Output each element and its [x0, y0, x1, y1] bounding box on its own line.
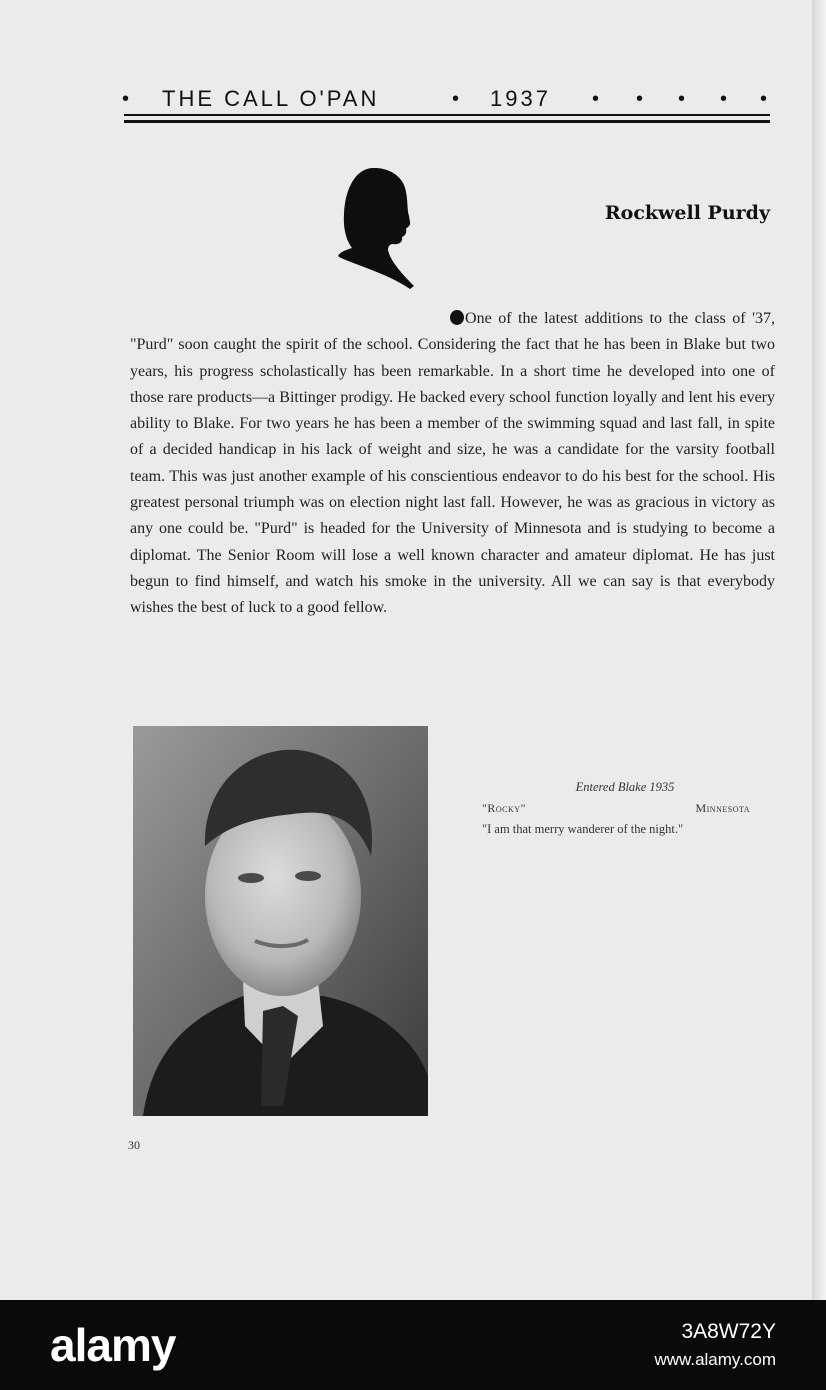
page-edge	[812, 0, 826, 1300]
caption-row	[480, 801, 770, 821]
watermark-brand: alamy	[50, 1319, 176, 1371]
header-bullet: •	[592, 88, 603, 110]
header-bullet: •	[122, 88, 133, 110]
header-bullet: •	[760, 88, 771, 110]
page-header	[122, 86, 772, 112]
nickname: "Rocky"	[482, 801, 526, 815]
page-number: 30	[128, 1138, 140, 1152]
silhouette-portrait-icon	[338, 168, 416, 290]
header-bullet: •	[720, 88, 731, 110]
header-rule-thin	[124, 114, 770, 116]
header-bullet: •	[452, 88, 463, 110]
entered-year: Entered Blake 1935	[575, 780, 675, 794]
paragraph-bullet-icon	[450, 310, 464, 325]
drop-letter: O	[465, 310, 477, 327]
student-name: Rockwell Purdy	[604, 202, 770, 224]
biography-text: ne of the latest additions to the class of '37, "Purd" soon caught the spirit of the school. Considering the fact that he has been in Blake but two years, his progress scholastically has been remarkable. In a short time he developed into one of those rare products—a Bittinger prodigy. He backed every school function loyally and lent his every ability to Blake. For two years he has been a member of the swimming squad and last fall, in spite of a decided handicap in his lack of weight and size, he was a candidate for the varsity football team. This was just another example of his conscientious endeavor to do his best for the school. His greatest personal triumph was on election night last fall. However, he was as gracious in victory as any one could be. "Purd" is headed for the University of Minnesota and is studying to become a diplomat. The Senior Room will lose a well known character and amateur diplomat. He has just begun to find himself, and watch his smoke in the university. All we can say is that everybody wishes the best of luck to a good fellow.	[130, 310, 775, 617]
header-title: THE CALL O'PAN	[162, 86, 380, 111]
biography-paragraph	[130, 306, 775, 622]
header-rule-thick	[124, 120, 770, 123]
senior-quote: "I am that merry wanderer of the night."	[482, 822, 684, 836]
header-year: 1937	[490, 86, 551, 111]
senior-caption	[480, 780, 770, 837]
watermark-image-id: 3A8W72Y	[681, 1320, 776, 1343]
watermark-url: www.alamy.com	[654, 1350, 776, 1369]
destination: Minnesota	[695, 801, 750, 815]
header-bullet: •	[678, 88, 689, 110]
header-bullet: •	[636, 88, 647, 110]
student-photo	[133, 726, 428, 1116]
